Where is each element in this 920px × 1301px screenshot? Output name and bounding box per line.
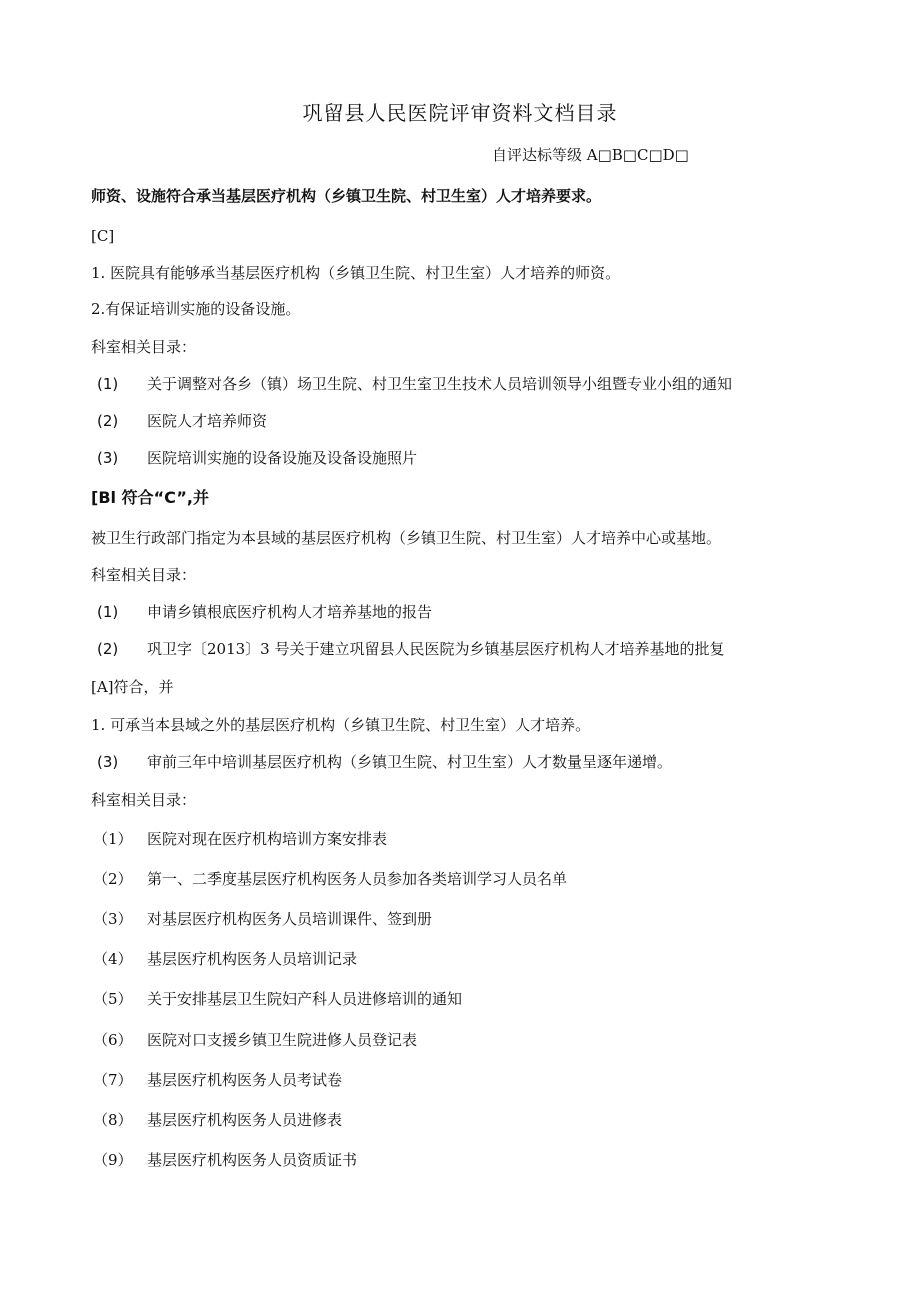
list-item-number: （9） (93, 1151, 133, 1169)
list-item-text: 对基层医疗机构医务人员培训课件、签到册 (147, 910, 433, 928)
level-c-point-1: 1. 医院具有能够承当基层医疗机构（乡镇卫生院、村卫生室）人才培养的师资。 (91, 264, 621, 282)
level-b-point: 被卫生行政部门指定为本县域的基层医疗机构（乡镇卫生院、村卫生室）人才培养中心或基地。 (91, 529, 722, 547)
level-a-point-1: 1. 可承当本县域之外的基层医疗机构（乡镇卫生院、村卫生室）人才培养。 (91, 716, 591, 734)
list-item-number: （8） (93, 1111, 133, 1129)
self-grade-line: 自评达标等级 A□B□C□D□ (492, 146, 689, 164)
list-item-text: 医院培训实施的设备设施及设备设施照片 (147, 449, 418, 467)
list-item (97, 448, 417, 468)
list-item-text: 基层医疗机构医务人员进修表 (147, 1111, 343, 1129)
list-item-number: （6） (93, 1031, 133, 1049)
level-b-heading: [Bl 符合“C”,并 (91, 488, 210, 507)
list-item-number: （3） (93, 910, 133, 928)
list-item-number: (3) (97, 753, 119, 771)
list-item (93, 829, 387, 849)
list-item (93, 1070, 342, 1090)
list-item-number: （4） (93, 950, 133, 968)
list-item-number: （7） (93, 1071, 133, 1089)
level-a-catalog-label: 科室相关目录： (91, 791, 197, 809)
list-item-number: (2) (97, 640, 119, 658)
list-item-text: 医院对现在医疗机构培训方案安排表 (147, 830, 388, 848)
list-item (93, 1150, 357, 1170)
document-title: 巩留县人民医院评审资料文档目录 (302, 101, 618, 125)
requirement-statement: 师资、设施符合承当基层医疗机构（乡镇卫生院、村卫生室）人才培养要求。 (91, 187, 602, 205)
list-item-number: （5） (93, 990, 133, 1008)
list-item-text: 基层医疗机构医务人员考试卷 (147, 1071, 343, 1089)
list-item (97, 411, 267, 431)
level-c-point-2: 2.有保证培训实施的设备设施。 (91, 300, 301, 318)
level-a-point-2 (97, 752, 672, 772)
list-item-text: 医院人才培养师资 (147, 412, 268, 430)
list-item (97, 374, 732, 394)
list-item-text: 审前三年中培训基层医疗机构（乡镇卫生院、村卫生室）人才数量呈逐年递增。 (147, 753, 673, 771)
list-item (93, 989, 462, 1009)
list-item-text: 医院对口支援乡镇卫生院进修人员登记表 (147, 1031, 418, 1049)
list-item (93, 1030, 417, 1050)
level-c-catalog-label: 科室相关目录： (91, 338, 197, 356)
list-item-text: 申请乡镇根底医疗机构人才培养基地的报告 (147, 603, 433, 621)
list-item (93, 949, 357, 969)
list-item-text: 关于安排基层卫生院妇产科人员进修培训的通知 (147, 990, 463, 1008)
list-item-text: 巩卫字〔2013〕3 号关于建立巩留县人民医院为乡镇基层医疗机构人才培养基地的批复 (147, 640, 725, 658)
list-item-number: (2) (97, 412, 119, 430)
level-b-catalog-label: 科室相关目录： (91, 566, 197, 584)
list-item (97, 602, 432, 622)
list-item-number: (1) (97, 603, 119, 621)
list-item (93, 909, 432, 929)
list-item-number: （2） (93, 870, 133, 888)
list-item (93, 869, 567, 889)
list-item-text: 基层医疗机构医务人员培训记录 (147, 950, 358, 968)
list-item-text: 第一、二季度基层医疗机构医务人员参加各类培训学习人员名单 (147, 870, 568, 888)
list-item-number: (1) (97, 375, 119, 393)
level-a-heading: [A]符合，并 (91, 678, 174, 696)
list-item-text: 关于调整对各乡（镇）场卫生院、村卫生室卫生技术人员培训领导小组暨专业小组的通知 (147, 375, 733, 393)
list-item-number: (3) (97, 449, 119, 467)
list-item-text: 基层医疗机构医务人员资质证书 (147, 1151, 358, 1169)
level-c-heading: [C] (91, 227, 115, 245)
list-item (93, 1110, 342, 1130)
list-item (97, 639, 725, 659)
list-item-number: （1） (93, 830, 133, 848)
